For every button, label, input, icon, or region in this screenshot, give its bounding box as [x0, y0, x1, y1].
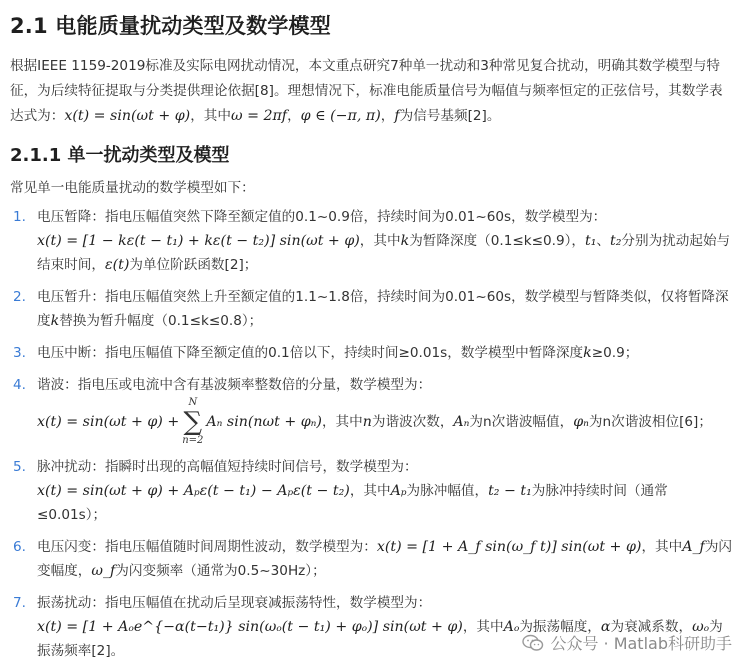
item-text: 电压中断：指电压幅值下降至额定值的0.1倍以下，持续时间≥0.01s，数学模型中暂降深度: [37, 345, 584, 361]
text: ，其中: [359, 233, 401, 249]
text: ，其中: [462, 619, 504, 635]
formula-phi-range: φ ∈ (−π, π): [300, 108, 381, 124]
symbol-wo: ωₒ: [692, 619, 710, 635]
list-number: 5.: [13, 459, 26, 475]
text: ，: [287, 108, 301, 124]
text: 为暂降深度（0.1≤k≤0.9），: [409, 233, 586, 249]
symbol-k: k: [400, 233, 410, 249]
list-item: [10, 535, 736, 583]
symbol-n: n: [362, 414, 372, 430]
text: 为闪变幅度，: [37, 539, 732, 579]
text: ，其中: [349, 483, 391, 499]
text: 为衰减系数，: [610, 619, 693, 635]
symbol-t2: t₂: [610, 233, 622, 249]
list-item: [10, 341, 736, 365]
text: ，其中: [321, 414, 363, 430]
formula-harmonic-term: Aₙ sin(nωt + φₙ): [206, 414, 322, 430]
symbol-an: Aₙ: [453, 414, 470, 430]
symbol-t1: t₁: [585, 233, 597, 249]
item-text: 电压暂升：指电压幅值突然上升至额定值的1.1~1.8倍，持续时间为0.01~60s，数学模型与暂降类似，仅将暂降深度: [37, 289, 729, 329]
list-number: 2.: [13, 289, 26, 305]
item-continuation: [37, 479, 736, 527]
formula-sag: x(t) = [1 − kε(t − t₁) + kε(t − t₂)] sin(ωt + φ): [37, 233, 360, 249]
list-number: 1.: [13, 209, 26, 225]
formula-omega: ω = 2πf: [230, 108, 288, 124]
symbol-duration: t₂ − t₁: [488, 483, 532, 499]
text: 为脉冲幅值，: [406, 483, 489, 499]
formula-f: f: [394, 108, 400, 124]
symbol-ap: Aₚ: [390, 483, 407, 499]
list-item: [10, 373, 736, 447]
subsection-heading: 2.1.1 单一扰动类型及模型: [10, 145, 230, 166]
formula-basic-signal: x(t) = sin(ωt + φ): [64, 108, 191, 124]
item-text: 振荡扰动：指电压幅值在扰动后呈现衰减振荡特性，数学模型为：: [37, 595, 432, 611]
text: ，其中: [190, 108, 231, 124]
text: ，: [380, 108, 395, 124]
intro-paragraph: [10, 54, 736, 129]
symbol-phin: φₙ: [573, 414, 589, 430]
text: 为脉冲持续时间（通常≤0.01s）；: [37, 483, 668, 523]
section-heading: 2.1 电能质量扰动类型及数学模型: [10, 14, 331, 38]
text: 为谐波次数，: [371, 414, 454, 430]
sum-lower-limit: n=2: [182, 435, 204, 446]
symbol-k: k: [583, 345, 592, 361]
formula-harmonic-prefix: x(t) = sin(ωt + φ) +: [37, 414, 180, 430]
symbol-epsilon: ε(t): [104, 257, 130, 273]
list-number: 4.: [13, 377, 26, 393]
sum-upper-limit: N: [188, 397, 198, 408]
list-number: 3.: [13, 345, 26, 361]
watermark-text: 公众号 · Matlab科研助手: [550, 634, 732, 653]
formula-oscillation: x(t) = [1 + Aₒe^{−α(t−t₁)} sin(ωₒ(t − t₁) + φₒ)] sin(ωt + φ): [37, 619, 463, 635]
text: 为闪变频率（通常为0.5~30Hz）；: [115, 563, 326, 579]
wechat-icon: [522, 634, 544, 652]
text: 、: [596, 233, 611, 249]
item-text: 电压闪变：指电压幅值随时间周期性波动，数学模型为：: [37, 539, 377, 555]
list-item: [10, 455, 736, 527]
symbol-af: A_f: [682, 539, 705, 555]
lead-text: 常见单一电能质量扰动的数学模型如下：: [10, 180, 255, 196]
sigma-symbol: ∑: [183, 407, 203, 437]
symbol-ao: Aₒ: [503, 619, 520, 635]
summation: [182, 397, 203, 447]
watermark: [522, 631, 732, 654]
disturbance-list: [10, 205, 736, 663]
symbol-alpha: α: [600, 619, 611, 635]
text: 为振荡频率[2]。: [37, 619, 723, 659]
list-item: [10, 285, 736, 333]
symbol-k: k: [50, 313, 60, 329]
list-item: [10, 205, 736, 277]
list-number: 6.: [13, 539, 26, 555]
item-text: 脉冲扰动：指瞬时出现的高幅值短持续时间信号，数学模型为：: [37, 459, 418, 475]
item-continuation: [37, 397, 736, 447]
text: 为单位阶跃函数[2]；: [129, 257, 258, 273]
list-number: 7.: [13, 595, 26, 611]
intro-text: 根据IEEE 1159-2019标准及实际电网扰动情况，本文重点研究7种单一扰动和3种常见复合扰动，明确其数学模型与特征，为后续特征提取与分类提供理论依据[8]。理想情况下，标准电能质量信号为幅值与频率恒定的正弦信号，其数学表达式为：: [10, 58, 723, 124]
formula-impulse: x(t) = sin(ωt + φ) + Aₚε(t − t₁) − Aₚε(t − t₂): [37, 483, 350, 499]
item-continuation: [37, 229, 736, 277]
text: ，其中: [641, 539, 683, 555]
text: 为n次谐波相位[6]；: [588, 414, 712, 430]
text: 为振荡幅度，: [519, 619, 601, 635]
text: ≥0.9；: [591, 345, 639, 361]
text: 分别为扰动起始与结束时间，: [37, 233, 731, 273]
item-text: 谐波：指电压或电流中含有基波频率整数倍的分量，数学模型为：: [37, 377, 432, 393]
text: 替换为暂升幅度（0.1≤k≤0.8）；: [59, 313, 263, 329]
symbol-wf: ω_f: [91, 563, 116, 579]
formula-flicker: x(t) = [1 + A_f sin(ω_f t)] sin(ωt + φ): [376, 539, 642, 555]
text: 为n次谐波幅值，: [469, 414, 574, 430]
item-text: 电压暂降：指电压幅值突然下降至额定值的0.1~0.9倍，持续时间为0.01~60s，数学模型为：: [37, 209, 607, 225]
text: 为信号基频[2]。: [399, 108, 501, 124]
